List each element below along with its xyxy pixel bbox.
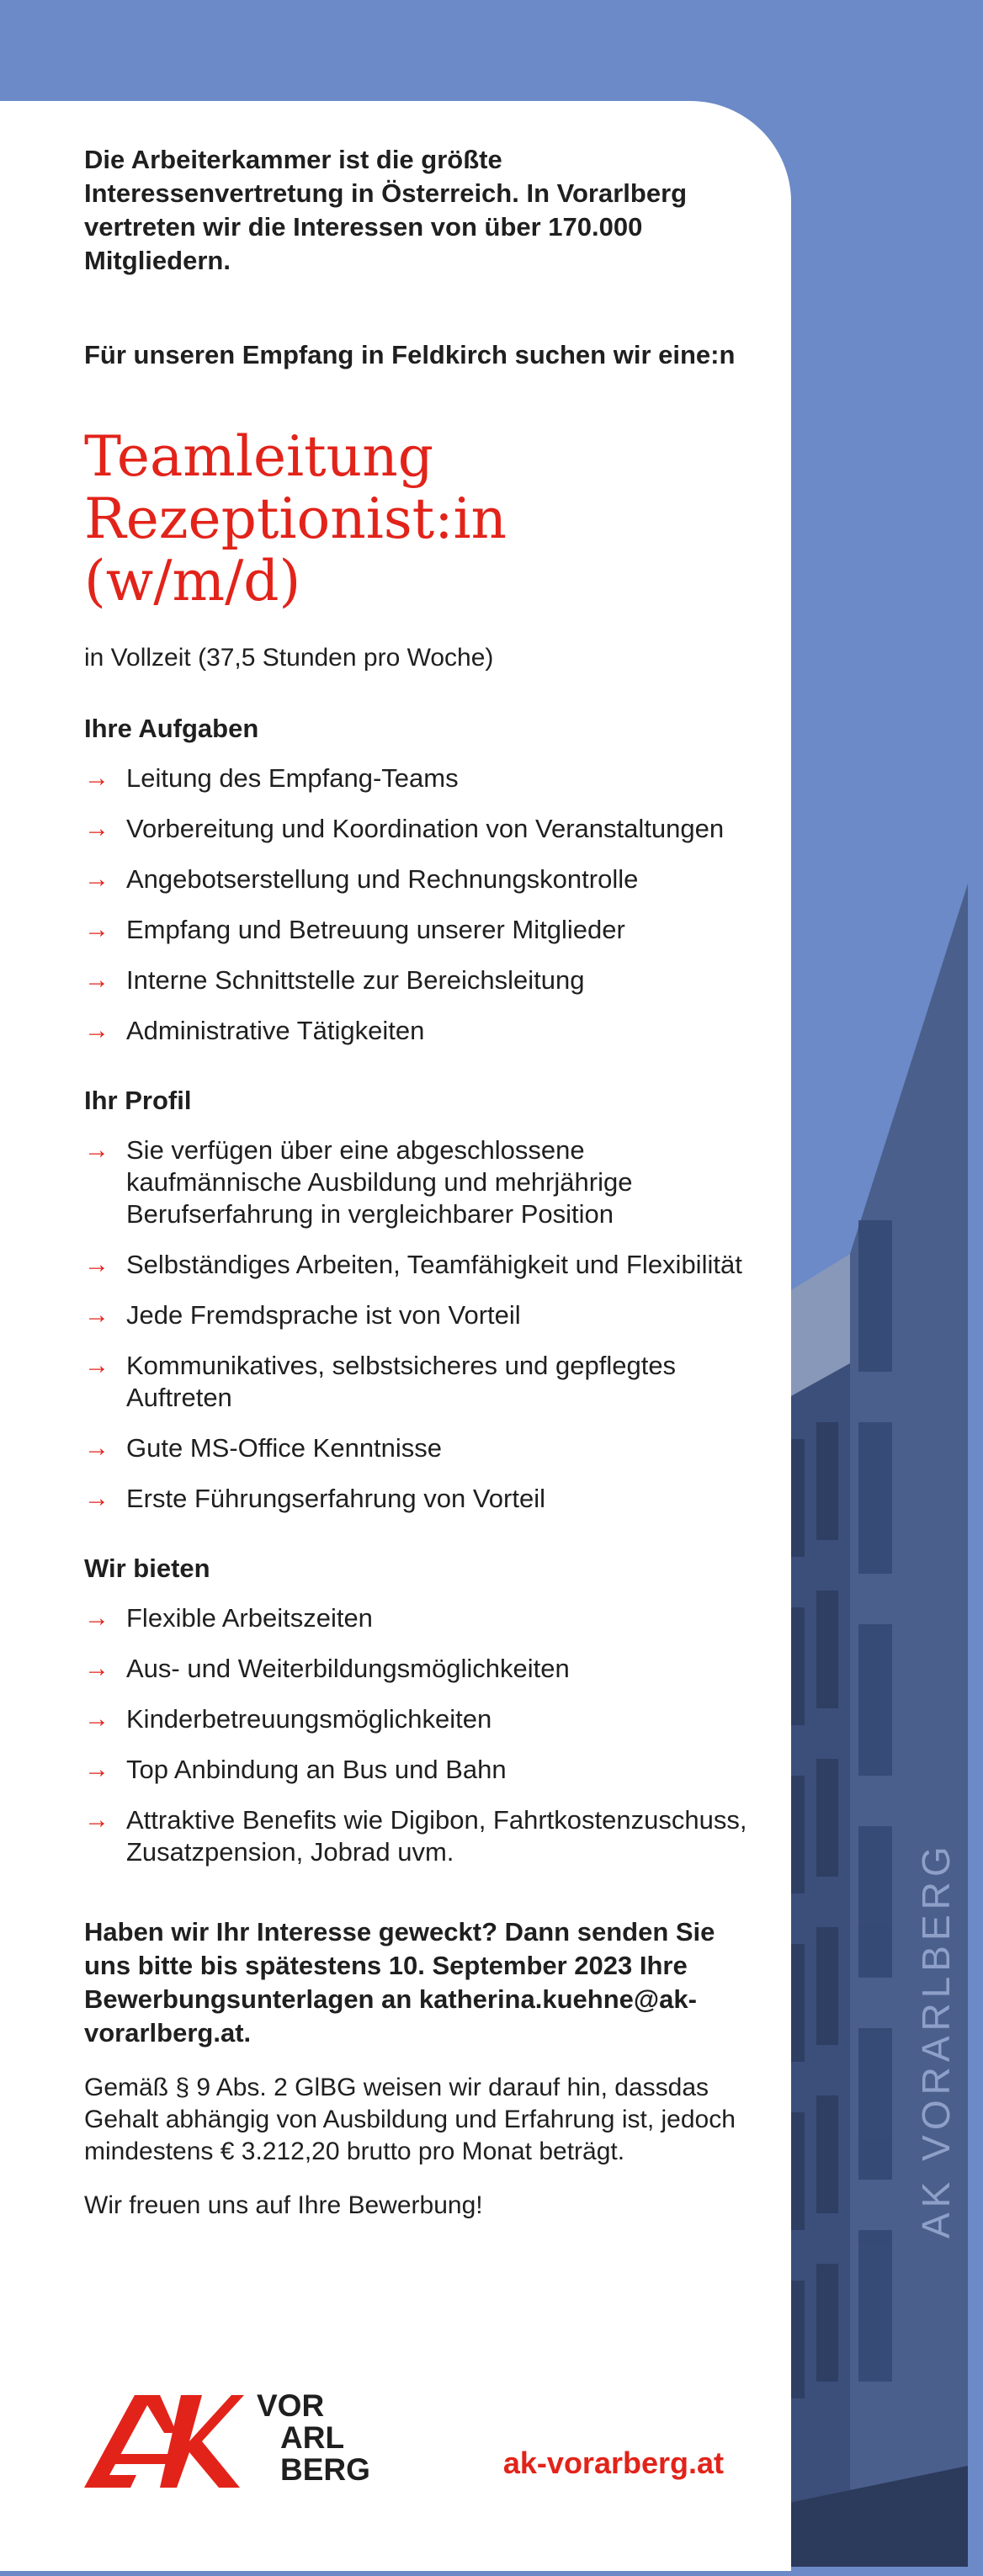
- footer: [84, 2382, 724, 2499]
- logo-line: BERG: [280, 2452, 370, 2487]
- list-item: → Kinderbetreuungsmöglichkeiten: [84, 1704, 492, 1734]
- ak-logo-icon: [84, 2395, 244, 2488]
- arrow-icon: →: [84, 1604, 109, 1632]
- arrow-icon: →: [84, 764, 109, 792]
- list-item: → Administrative Tätigkeiten: [84, 1016, 425, 1045]
- arrow-icon: →: [84, 865, 109, 893]
- arrow-icon: →: [84, 1705, 109, 1733]
- profile-heading: Ihr Profil: [84, 1086, 192, 1115]
- building-sign: AK VORARLBERG: [914, 1841, 958, 2239]
- arrow-icon: →: [84, 1755, 109, 1783]
- arrow-icon: →: [84, 815, 109, 842]
- closing-text: Wir freuen uns auf Ihre Bewerbung!: [84, 2191, 483, 2219]
- list-item: → Empfang und Betreuung unserer Mitglieder: [84, 915, 625, 944]
- list-item: → Erste Führungserfahrung von Vorteil: [84, 1484, 545, 1513]
- list-item: → Interne Schnittstelle zur Bereichsleitung: [84, 965, 585, 995]
- arrow-icon: →: [84, 1352, 109, 1379]
- arrow-icon: →: [84, 1017, 109, 1044]
- intro-text: Die Arbeiterkammer ist die größte Interessenvertretung in Österreich. In Vorarlberg vertreten wir die Interessen von über 170.000 Mitgliedern.: [84, 145, 688, 275]
- profile-list: [84, 1134, 757, 1515]
- list-item: → Top Anbindung an Bus und Bahn: [84, 1755, 507, 1784]
- list-item: → Selbständiges Arbeiten, Teamfähigkeit und Flexibilität: [84, 1250, 742, 1279]
- logo-line: ARL: [280, 2420, 345, 2455]
- list-item: → Aus- und Weiterbildungsmöglichkeiten: [84, 1654, 570, 1683]
- list-item: → Jede Fremdsprache ist von Vorteil: [84, 1300, 521, 1330]
- arrow-icon: →: [84, 1136, 109, 1164]
- arrow-icon: →: [84, 916, 109, 943]
- tasks-heading: Ihre Aufgaben: [84, 714, 259, 743]
- arrow-icon: →: [84, 1434, 109, 1462]
- list-item: → Vorbereitung und Koordination von Veranstaltungen: [84, 814, 725, 843]
- website-link[interactable]: ak-vorarberg.at: [502, 2446, 724, 2480]
- application-call: Haben wir Ihr Interesse geweckt? Dann senden Sie uns bitte bis spätestens 10. September 2023 Ihre Bewerbungsunterlagen an katherina.kuehne@ak-vorarlberg.at.: [84, 1917, 715, 2048]
- arrow-icon: →: [84, 1251, 109, 1278]
- list-item: → Flexible Arbeitszeiten: [84, 1603, 373, 1633]
- search-text: Für unseren Empfang in Feldkirch suchen wir eine:n: [84, 340, 736, 369]
- job-title-line: Rezeptionist:in: [84, 486, 507, 551]
- offer-heading: Wir bieten: [84, 1554, 210, 1583]
- arrow-icon: →: [84, 1654, 109, 1682]
- tasks-list: [84, 762, 757, 1047]
- list-item: → Angebotserstellung und Rechnungskontrolle: [84, 864, 639, 894]
- list-item: → Kommunikatives, selbstsicheres und gepflegtes Auftreten: [84, 1351, 677, 1412]
- arrow-icon: →: [84, 1485, 109, 1512]
- offer-list: [84, 1602, 757, 1868]
- arrow-icon: →: [84, 966, 109, 994]
- arrow-icon: →: [84, 1301, 109, 1329]
- salary-note: Gemäß § 9 Abs. 2 GlBG weisen wir darauf hin, dassdas Gehalt abhängig von Ausbildung und Erfahrung ist, jedoch mindestens € 3.212,20 brutto pro Monat beträgt.: [84, 2074, 736, 2165]
- job-title-line: (w/m/d): [84, 549, 301, 613]
- list-item: → Leitung des Empfang-Teams: [84, 763, 459, 793]
- list-item: → Attraktive Benefits wie Digibon, Fahrtkostenzuschuss, Zusatzpension, Jobrad uvm.: [84, 1805, 747, 1867]
- job-title-line: Teamleitung: [84, 424, 433, 489]
- logo-wordmark: [257, 2390, 370, 2486]
- employment-type: in Vollzeit (37,5 Stunden pro Woche): [84, 644, 494, 672]
- arrow-icon: →: [84, 1806, 109, 1834]
- logo-line: VOR: [257, 2388, 325, 2423]
- job-ad-content: [84, 143, 757, 2222]
- list-item: → Gute MS-Office Kenntnisse: [84, 1433, 443, 1463]
- list-item: → Sie verfügen über eine abgeschlossene kaufmännische Ausbildung und mehrjährige Berufserfahrung in vergleichbarer Position: [84, 1135, 633, 1229]
- job-title: [84, 426, 757, 613]
